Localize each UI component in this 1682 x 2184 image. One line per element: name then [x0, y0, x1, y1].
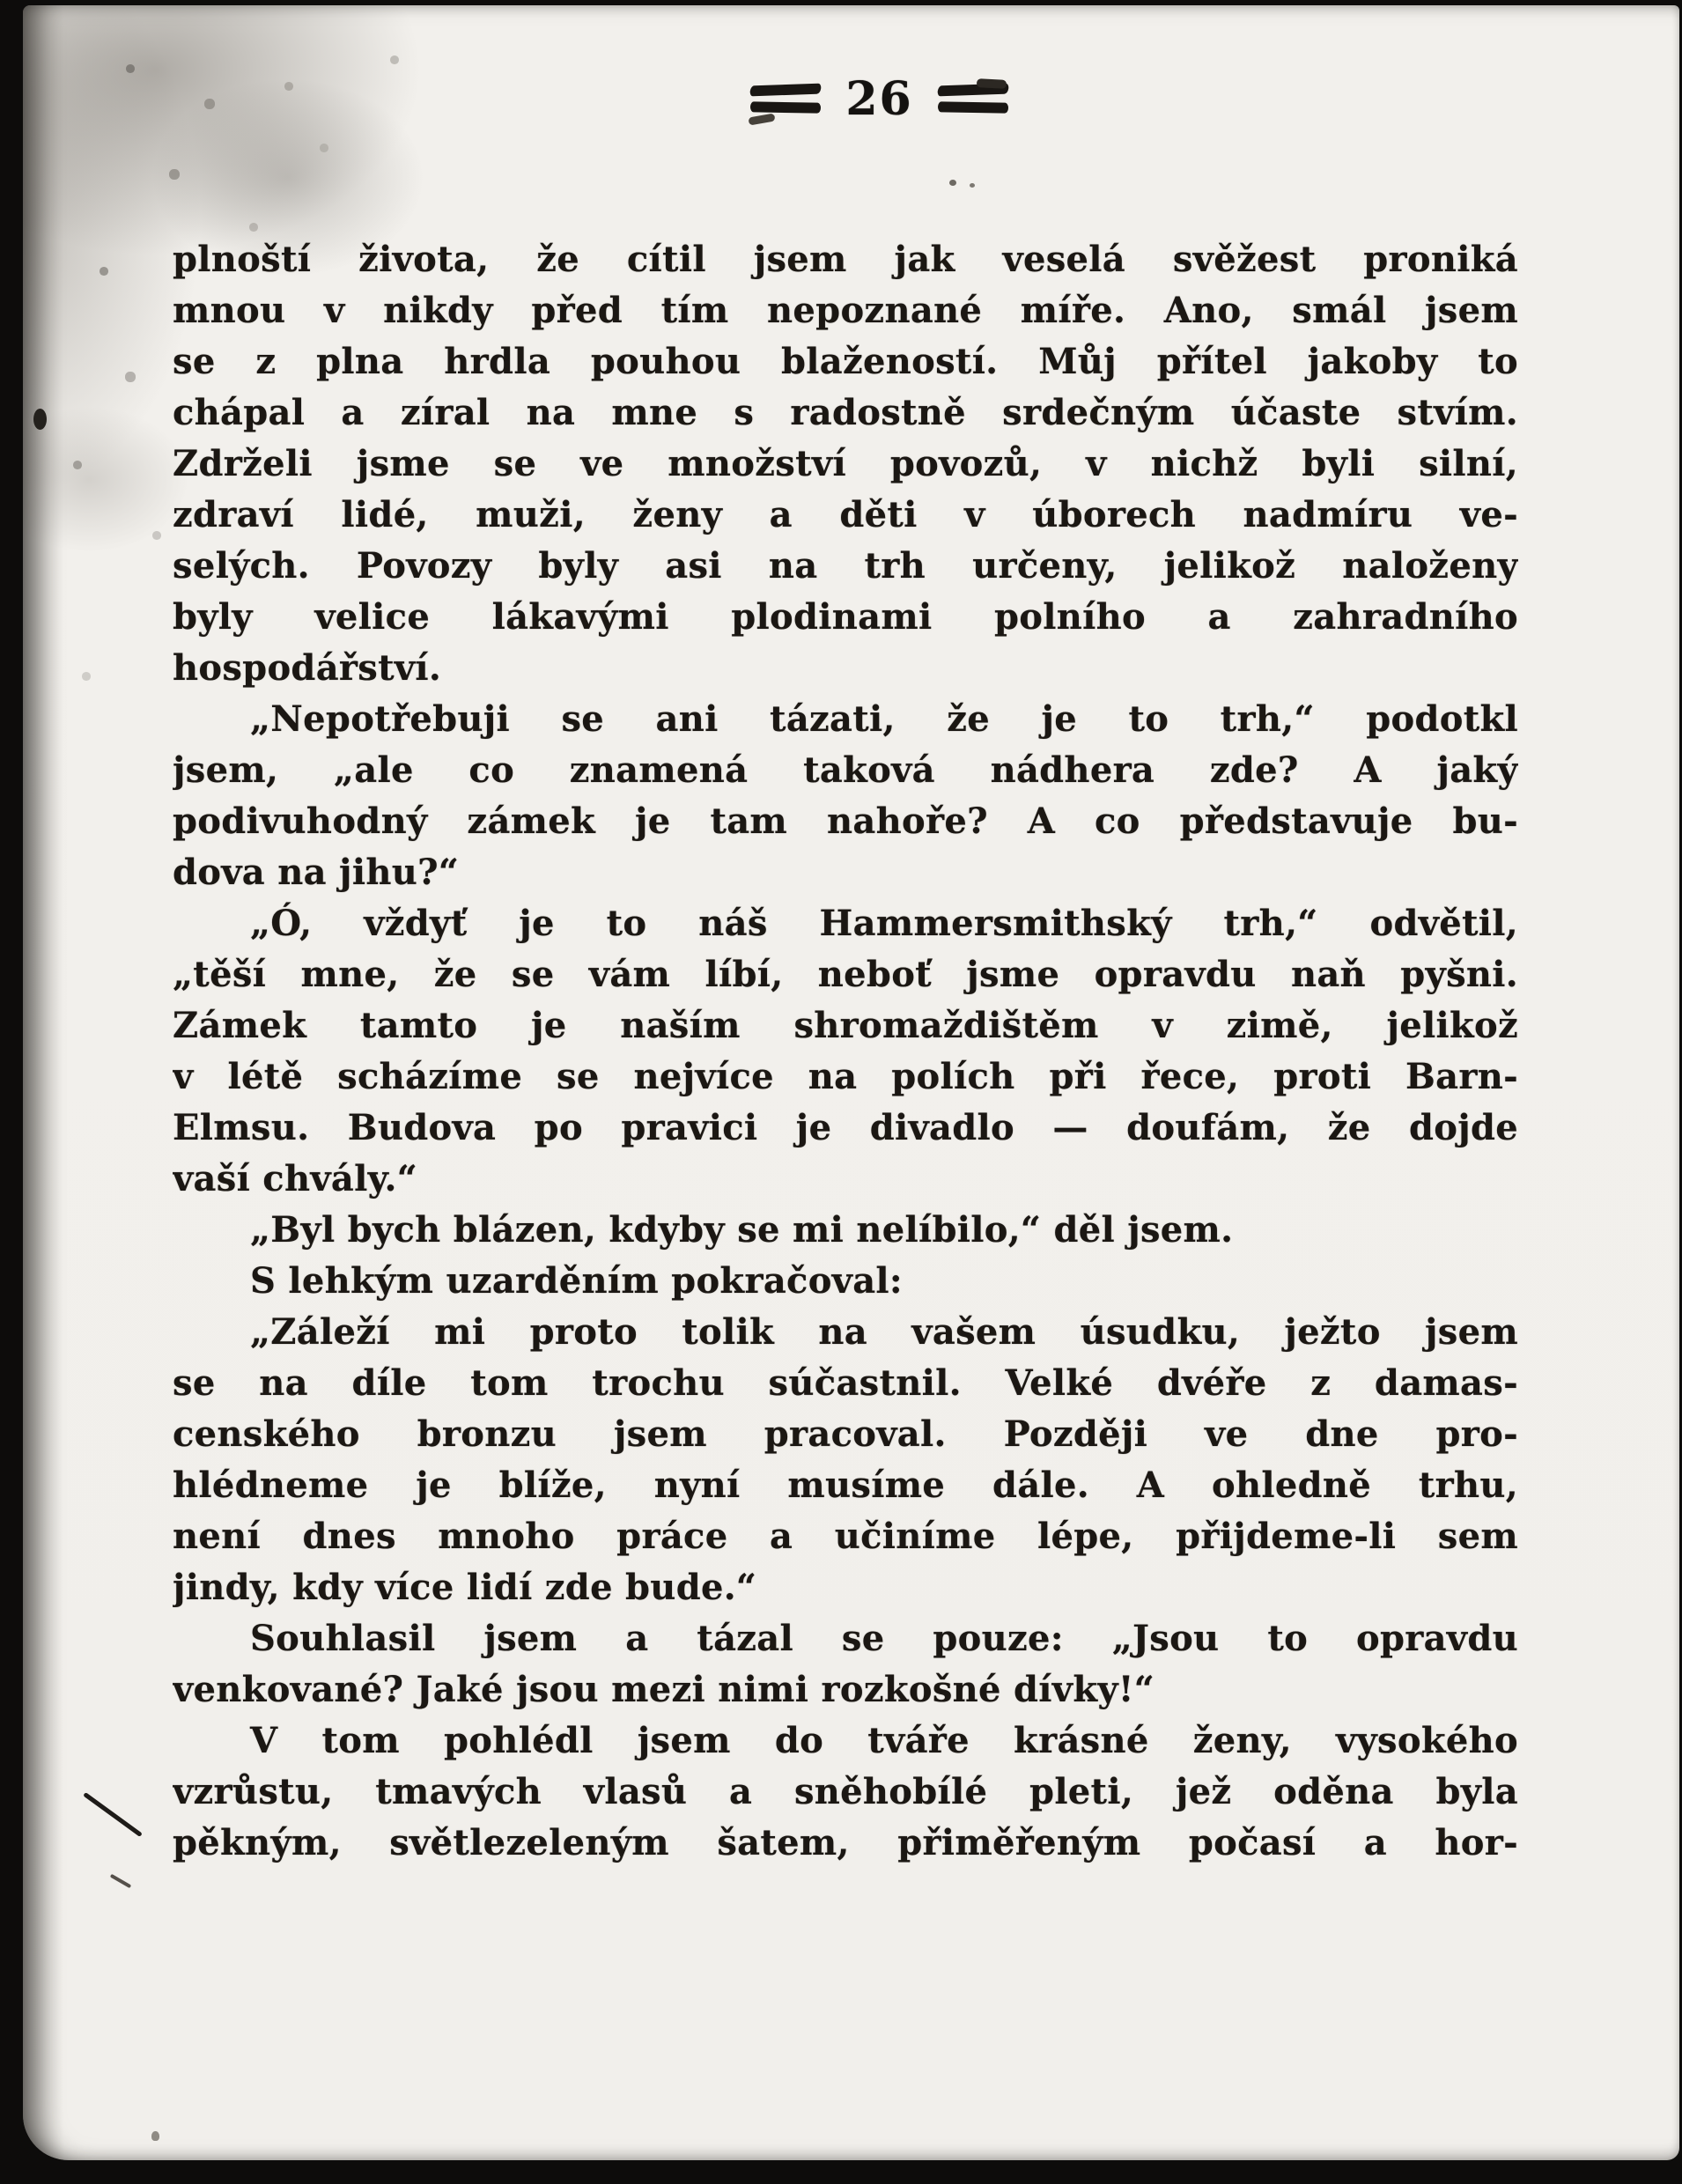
edge-blemish — [33, 409, 47, 430]
text-line: Zdrželi jsme se ve množství povozů, v nichž byli silní, — [173, 443, 1518, 484]
page-text — [173, 234, 1518, 1869]
text-line: podivuhodný zámek je tam nahoře? A co představuje bu- — [173, 801, 1518, 842]
bottom-blemish — [151, 2131, 159, 2141]
text-line: Souhlasil jsem a tázal se pouze: „Jsou to opravdu — [250, 1618, 1518, 1659]
paragraph — [173, 1613, 1518, 1715]
text-line: mnou v nikdy před tím nepoznané míře. Ano, smál jsem — [173, 290, 1518, 331]
pen-mark — [83, 1792, 143, 1837]
page-number: 26 — [845, 72, 913, 126]
text-line: „Byl bych blázen, kdyby se mi nelíbilo,“ děl jsem. — [250, 1209, 1234, 1251]
pen-mark-small — [110, 1874, 132, 1888]
ornament-bar — [749, 84, 822, 97]
text-line: pěkným, světlezeleným šatem, přiměřeným počasí a hor- — [173, 1822, 1518, 1863]
paragraph — [173, 1715, 1518, 1869]
text-line: se z plna hrdla pouhou blažeností. Můj přítel jakoby to — [173, 341, 1518, 382]
text-line: „Záleží mi proto tolik na vašem úsudku, ježto jsem — [250, 1311, 1518, 1353]
paragraph — [173, 1256, 1518, 1307]
text-line: Elmsu. Budova po pravici je divadlo — doufám, že dojde — [173, 1107, 1518, 1148]
text-line: vaší chvály.“ — [173, 1158, 418, 1199]
text-line: selých. Povozy byly asi na trh určeny, jelikož naloženy — [173, 545, 1518, 587]
ink-fleck — [949, 180, 956, 186]
ornament-bar — [750, 101, 821, 113]
text-line: není dnes mnoho práce a učiníme lépe, přijdeme-li sem — [173, 1516, 1518, 1557]
text-line: Zámek tamto je naším shromaždištěm v zimě, jelikož — [173, 1005, 1518, 1046]
text-line: „Nepotřebuji se ani tázati, že je to trh,“ podotkl — [250, 698, 1518, 740]
page-header — [23, 74, 1679, 125]
text-line: v létě scházíme se nejvíce na polích při řece, proti Barn- — [173, 1056, 1518, 1097]
text-line: byly velice lákavými plodinami polního a zahradního — [173, 596, 1518, 638]
text-line: hospodářství. — [173, 647, 442, 689]
text-line: zdraví lidé, muži, ženy a děti v úborech nadmíru ve- — [173, 494, 1518, 535]
text-line: vzrůstu, tmavých vlasů a sněhobílé pleti, jež oděna byla — [173, 1771, 1518, 1812]
text-line: S lehkým uzarděním pokračoval: — [250, 1260, 903, 1302]
text-line: hlédneme je blíže, nyní musíme dále. A ohledně trhu, — [173, 1465, 1518, 1506]
text-line: jindy, kdy více lidí zde bude.“ — [173, 1567, 757, 1608]
paragraph — [173, 1307, 1518, 1613]
book-page — [23, 5, 1679, 2160]
text-line: venkované? Jaké jsou mezi nimi rozkošné dívky!“ — [173, 1669, 1155, 1710]
text-line: chápal a zíral na mne s radostně srdečným účaste stvím. — [173, 392, 1518, 433]
paragraph — [173, 234, 1518, 694]
text-line: V tom pohlédl jsem do tváře krásné ženy, vysokého — [250, 1720, 1518, 1761]
ornament-right-icon — [938, 83, 1008, 116]
paper-speckles — [23, 5, 26, 9]
text-line: jsem, „ale co znamená taková nádhera zde? A jaký — [173, 749, 1518, 791]
text-line: se na díle tom trochu súčastnil. Velké dvéře z damas- — [173, 1362, 1518, 1404]
text-line: „těší mne, že se vám líbí, neboť jsme opravdu naň pyšni. — [173, 954, 1518, 995]
paragraph — [173, 898, 1518, 1205]
text-line: „Ó, vždyť je to náš Hammersmithský trh,“ odvětil, — [250, 903, 1518, 944]
text-line: plnoští života, že cítil jsem jak veselá svěžest proniká — [173, 239, 1518, 280]
paragraph — [173, 1205, 1518, 1256]
paragraph — [173, 694, 1518, 898]
text-line: cenského bronzu jsem pracoval. Později ve dne pro- — [173, 1413, 1518, 1455]
ornament-bar — [937, 84, 1009, 97]
ornament-bar — [938, 101, 1008, 113]
ornament-left-icon — [750, 83, 821, 116]
text-line: dova na jihu?“ — [173, 852, 460, 893]
